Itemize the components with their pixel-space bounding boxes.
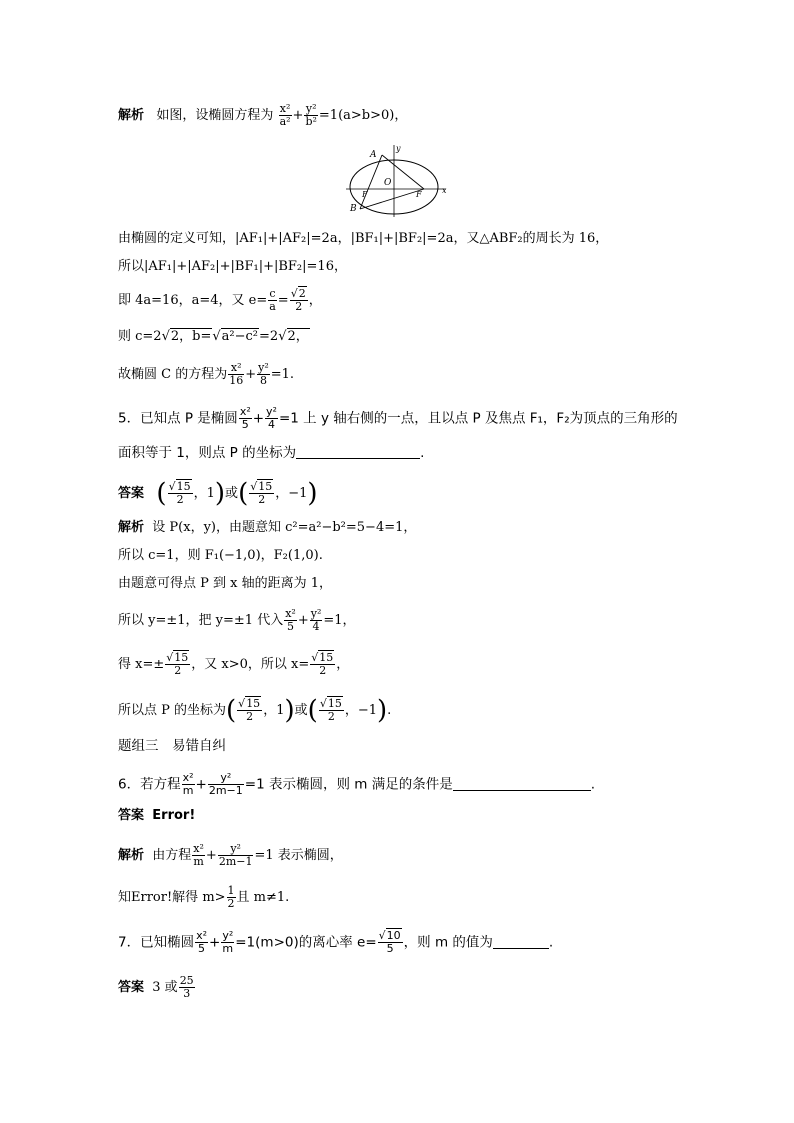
solution-line: 知Error!解得 m> $\frac{1}{2}$ 且 m≠1. xyxy=(118,884,290,910)
fraction: $\frac{25}{3}$ xyxy=(179,974,194,1000)
fraction: $\frac{\text{y²}}{4}$ xyxy=(310,607,322,633)
fraction: $\frac{√15}{2}$ xyxy=(168,480,191,506)
solution-line: 所以 c=1，则 F₁(−1,0)，F₂(1,0). xyxy=(118,548,323,563)
solution-line: 得 x=± $\frac{√15}{2}$ ，又 x>0，所以 x= $\frac{√15}{2}$ ， xyxy=(118,651,350,677)
fraction: $\frac{\text{x²}}{5}$ xyxy=(239,405,251,431)
section-heading: 题组三 易错自纠 xyxy=(118,738,226,754)
solution-line: 由题意可得点 P 到 x 轴的距离为 1， xyxy=(118,576,333,591)
fraction: $\frac{√15}{2}$ xyxy=(238,697,261,723)
label-o: O xyxy=(384,178,392,188)
fraction: $\frac{\text{y²}}{4}$ xyxy=(266,405,277,431)
answer-blank[interactable] xyxy=(493,936,549,949)
answer-5: 答案 ( $\frac{√15}{2}$ ，1)或( $\frac{√15}{2}$ ，−1) xyxy=(118,478,318,509)
solution-text: 如图，设椭圆方程为 xyxy=(156,108,274,123)
fraction: $\frac{\text{y²}}{\text{b²}}$ xyxy=(305,102,317,128)
solution-line: 即 4a=16，a=4，又 e= $\frac{c}{a}$ = $\frac{√2}{2}$ ， xyxy=(118,287,322,313)
solution-label: 解析 xyxy=(118,108,145,123)
solution-line: 所以 y=±1，把 y=±1 代入 $\frac{\text{x²}}{5}$ + $\frac{\text{y²}}{4}$ =1， xyxy=(118,607,356,633)
fraction: $\frac{√10}{5}$ xyxy=(378,929,401,955)
question-7: 7．已知椭圆 $\frac{\text{x²}}{5}$ + $\frac{\text{y²}}{m}$ =1(m>0)的离心率 e= $\frac{√10}{5}$ ，则 m 的值为 . xyxy=(118,929,554,955)
label-f2: F xyxy=(416,190,422,199)
fraction: $\frac{\text{x²}}{\text{a²}}$ xyxy=(279,102,291,128)
answer-6: 答案 Error! xyxy=(118,808,196,823)
fraction: $\frac{√15}{2}$ xyxy=(311,651,334,677)
answer-blank[interactable] xyxy=(453,778,591,791)
fraction: $\frac{√15}{2}$ xyxy=(319,697,342,723)
fraction: $\frac{1}{2}$ xyxy=(227,884,235,910)
label-a: A xyxy=(370,150,377,160)
fraction: $\frac{\text{x²}}{5}$ xyxy=(196,929,208,955)
fraction: $\frac{√15}{2}$ xyxy=(166,651,189,677)
question-5: 5．已知点 P 是椭圆 $\frac{\text{x²}}{5}$ + $\frac{\text{y²}}{4}$ =1 上 y 轴右侧的一点，且以点 P 及焦点 F₁，F₂为顶点的三角形的 xyxy=(118,405,678,431)
solution-intro: 解析 如图，设椭圆方程为 $\frac{\text{x²}}{\text{a²}}$ + $\frac{\text{y²}}{\text{b²}}$ =1(a>b>0)， xyxy=(118,102,408,128)
fraction: $\frac{\text{x²}}{m}$ xyxy=(193,842,204,868)
fraction: $\frac{√15}{2}$ xyxy=(250,480,273,506)
label-x: x xyxy=(442,186,447,195)
solution-line: 所以点 P 的坐标为( $\frac{√15}{2}$ ，1)或( $\frac{√15}{2}$ ，−1). xyxy=(118,695,392,726)
label-f1: F xyxy=(362,190,368,199)
equation-tail: =1(a>b>0)， xyxy=(318,108,408,123)
label-y: y xyxy=(396,144,401,153)
solution-line: 由椭圆的定义可知，|AF₁|+|AF₂|=2a，|BF₁|+|BF₂|=2a，又△ABF₂的周长为 16， xyxy=(118,231,609,246)
fraction: $\frac{c}{a}$ xyxy=(269,287,276,313)
segment-ab xyxy=(360,155,382,209)
fraction: $\frac{\text{x²}}{16}$ xyxy=(229,361,244,387)
ellipse-figure xyxy=(346,143,450,219)
solution-6: 解析 由方程 $\frac{\text{x²}}{m}$ + $\frac{\text{y²}}{2m-1}$ =1 表示椭圆， xyxy=(118,842,343,868)
fraction: $\frac{\text{y²}}{2m-1}$ xyxy=(208,771,243,797)
solution-line: 所以|AF₁|+|AF₂|+|BF₁|+|BF₂|=16， xyxy=(118,259,347,274)
fraction: $\frac{\text{y²}}{8}$ xyxy=(258,361,269,387)
fraction: $\frac{\text{x²}}{m}$ xyxy=(182,771,194,797)
solution-line: 故椭圆 C 的方程为 $\frac{\text{x²}}{16}$ + $\frac{\text{y²}}{8}$ =1. xyxy=(118,361,295,387)
segment-bf2 xyxy=(360,189,424,209)
question-5-cont: 面积等于 1，则点 P 的坐标为 . xyxy=(118,445,425,461)
solution-5: 解析 设 P(x，y)，由题意知 c²=a²−b²=5−4=1， xyxy=(118,520,417,535)
label-b: B xyxy=(350,204,357,214)
fraction: $\frac{\text{x²}}{5}$ xyxy=(285,607,296,633)
fraction: $\frac{\text{y²}}{2m-1}$ xyxy=(218,842,253,868)
answer-blank[interactable] xyxy=(296,446,420,459)
fraction: $\frac{√2}{2}$ xyxy=(290,287,306,313)
fraction: $\frac{\text{y²}}{m}$ xyxy=(222,929,234,955)
solution-line: 则 c=2√2，b=√a²−c²=2√2， xyxy=(118,329,309,344)
question-6: 6．若方程 $\frac{\text{x²}}{m}$ + $\frac{\text{y²}}{2m-1}$ =1 表示椭圆，则 m 满足的条件是 . xyxy=(118,771,595,797)
answer-7: 答案 3 或 $\frac{25}{3}$ xyxy=(118,974,194,1000)
